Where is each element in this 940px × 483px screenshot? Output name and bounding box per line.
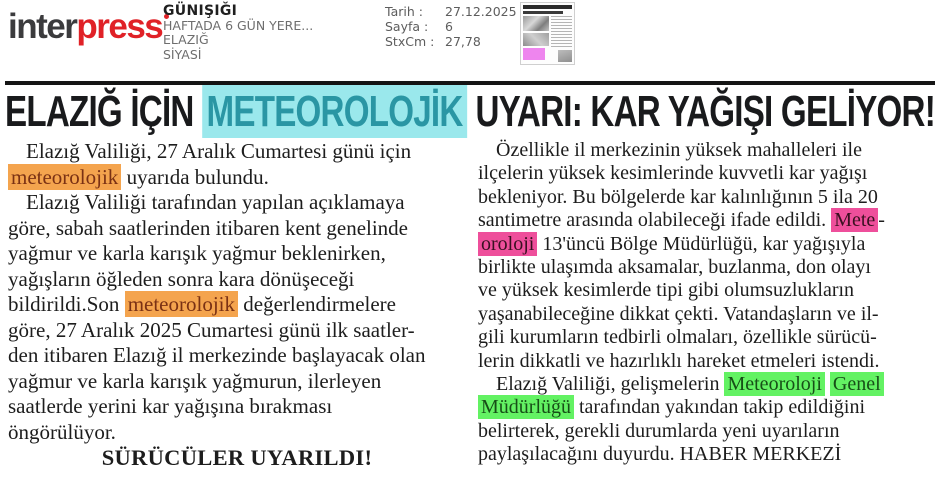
- meta-value-date: 27.12.2025: [445, 4, 517, 19]
- meta-row-stxcm: [385, 34, 517, 49]
- article-line: [8, 394, 466, 420]
- article-left-column: [8, 139, 466, 471]
- article-line: [478, 373, 938, 396]
- text-run: Özellikle il merkezinin yüksek mahalleleri ile: [496, 139, 862, 161]
- newspaper-thumbnail: [520, 2, 575, 65]
- meta-label-date: Tarih :: [385, 4, 423, 19]
- clipping-metadata: [385, 4, 517, 49]
- meta-row-date: [385, 4, 517, 19]
- text-run: yağışların öğleden sonra kara dönüşeceği: [8, 266, 355, 291]
- text-run: paylaşılacağını duyurdu. HABER MERKEZİ: [478, 443, 842, 466]
- article-line: [8, 420, 466, 446]
- article-right-column: [478, 139, 938, 466]
- interpress-logo: [8, 8, 169, 46]
- thumbnail-photo: [523, 16, 549, 31]
- publication-info: [163, 4, 313, 62]
- thumbnail-headline-bar: [523, 11, 563, 14]
- text-run: saatlerde yerini kar yağışına bırakması: [8, 394, 333, 418]
- text-run: santimetre arasında olabileceği ifade edildi.: [478, 209, 832, 232]
- thumbnail-photo: [523, 33, 549, 46]
- meta-value-stxcm: 27,78: [445, 34, 481, 49]
- headline-text: [5, 89, 935, 135]
- article-line: [478, 350, 938, 373]
- article-line: [8, 165, 466, 191]
- meta-value-page: 6: [445, 19, 453, 34]
- article-line: [478, 279, 938, 302]
- highlight-pink: oroloji: [478, 232, 537, 256]
- article-line: [8, 241, 466, 267]
- text-run: gili kurumların tedbirli olmaları, özellikle sürücü-: [478, 326, 877, 349]
- text-run: -: [878, 209, 885, 232]
- text-run: Elazığ Valiliği, 27 Aralık Cumartesi günü için: [26, 139, 412, 163]
- text-run: ve yüksek kesimlerde tipi gibi olumsuzlukların: [478, 279, 855, 302]
- article-line: [8, 292, 466, 318]
- meta-label-stxcm: StxCm :: [385, 34, 435, 49]
- article-line: [478, 139, 938, 162]
- highlight-green: Meteoroloji: [724, 372, 824, 396]
- thumbnail-highlighted-region: [523, 48, 545, 60]
- highlight-green: Müdürlüğü: [478, 395, 574, 419]
- text-run: yağmur ve karla karışık yağmurun, ilerleyen: [8, 368, 382, 393]
- text-run: tarafından yakından takip edildiğini: [574, 396, 866, 419]
- article-line: [478, 209, 938, 232]
- highlight-orange: meteorolojik: [125, 291, 238, 317]
- article-line: [8, 343, 466, 369]
- article-line: [478, 443, 938, 466]
- headline-divider: [5, 81, 935, 85]
- article-line: [8, 369, 466, 395]
- article-line: [478, 256, 938, 279]
- text-run: uyarıda bulundu.: [121, 164, 269, 189]
- article-line: [478, 233, 938, 256]
- text-run: 13'üncü Bölge Müdürlüğü, kar yağışıyla: [537, 232, 866, 255]
- article-line: [478, 186, 938, 209]
- article-line: [478, 326, 938, 349]
- text-run: lerin dikkatli ve hazırlıklı hareket etmeleri istendi.: [478, 349, 880, 372]
- article-line: [8, 139, 466, 165]
- publication-category: SİYASİ: [163, 46, 202, 62]
- text-run: den itibaren Elazığ il merkezinde başlayacak olan: [8, 343, 426, 367]
- text-run: ELAZIĞ İÇİN: [5, 87, 203, 136]
- text-run: Elazığ Valiliği, gelişmelerin: [496, 372, 725, 395]
- highlight-pink: Mete: [831, 208, 878, 232]
- text-run: öngörülüyor.: [8, 419, 116, 444]
- publication-city: ELAZIĞ: [163, 32, 209, 47]
- text-run: bekleniyor. Bu bölgelerde kar kalınlığının 5 ila 20: [478, 185, 878, 208]
- text-run: değerlendirmelere: [238, 292, 396, 316]
- text-run: yağmur ve karla karışık yağmur beklenirken,: [8, 241, 386, 265]
- text-run: ilçelerin yüksek kesimlerinde kuvvetli kar yağışı: [478, 162, 868, 185]
- highlight-orange: meteorolojik: [8, 164, 121, 190]
- text-run: SÜRÜCÜLER UYARILDI!: [101, 445, 373, 470]
- text-run: göre, sabah saatlerinden itibaren kent genelinde: [8, 215, 409, 240]
- text-run: bildirildi.Son: [8, 292, 125, 316]
- meta-row-page: [385, 19, 517, 34]
- article-line: [8, 190, 466, 216]
- text-run: belirterek, gerekli durumlarda yeni uyarıların: [478, 419, 840, 442]
- publication-frequency: HAFTADA 6 GÜN YERE...: [163, 17, 314, 33]
- text-run: göre, 27 Aralık 2025 Cumartesi günü ilk saatler-: [8, 317, 415, 342]
- article-line: [478, 420, 938, 443]
- text-run: yaşanabileceğine dikkat çekti. Vatandaşların ve il-: [478, 302, 879, 325]
- meta-label-page: Sayfa :: [385, 19, 429, 34]
- article-line: [8, 216, 466, 242]
- text-run: UYARI: KAR YAĞIŞI GELİYOR!: [467, 87, 935, 136]
- text-run: Elazığ Valiliği tarafından yapılan açıklamaya: [26, 190, 405, 214]
- thumbnail-masthead-bar: [523, 5, 572, 9]
- article-line: [8, 318, 466, 344]
- article-line: [478, 303, 938, 326]
- article-line: [8, 445, 466, 471]
- article-headline: [5, 89, 935, 137]
- logo-text-press: press: [76, 7, 163, 46]
- highlight-green: Genel: [830, 372, 884, 396]
- thumbnail-photo: [558, 50, 572, 62]
- publication-name: GÜNIŞIĞI: [163, 3, 238, 19]
- highlight-cyan: METEOROLOJİK: [202, 85, 467, 138]
- article-line: [478, 396, 938, 419]
- article-line: [8, 267, 466, 293]
- article-line: [478, 162, 938, 185]
- thumbnail-text-column: [551, 16, 572, 48]
- logo-text-inter: inter: [8, 7, 77, 46]
- text-run: birlikte ulaşımda aksamalar, buzlanma, don olayı: [478, 255, 871, 278]
